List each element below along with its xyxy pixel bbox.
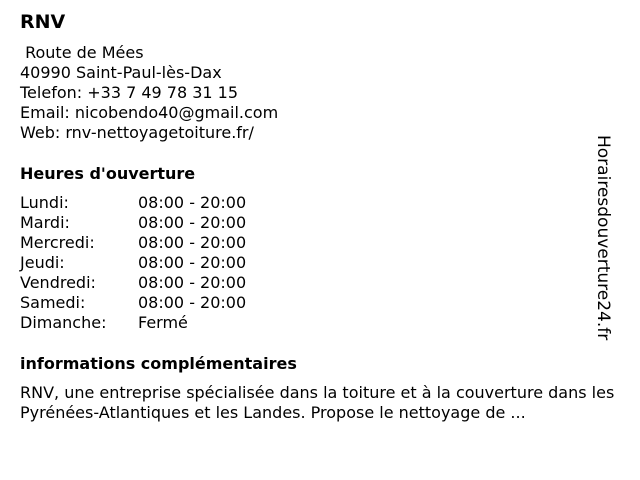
day-label: Mercredi: bbox=[20, 233, 95, 252]
day-label: Samedi: bbox=[20, 293, 86, 312]
day-label: Dimanche: bbox=[20, 313, 107, 332]
hours-value: 08:00 - 20:00 bbox=[138, 233, 247, 252]
email-address: Email: nicobendo40@gmail.com bbox=[20, 103, 279, 122]
street-address: Route de Mées bbox=[20, 43, 144, 62]
city-address: 40990 Saint-Paul-lès-Dax bbox=[20, 63, 222, 82]
day-label: Vendredi: bbox=[20, 273, 96, 292]
hours-value: 08:00 - 20:00 bbox=[138, 273, 247, 292]
hours-value: 08:00 - 20:00 bbox=[138, 193, 247, 212]
day-label: Jeudi: bbox=[20, 253, 65, 272]
hours-value: 08:00 - 20:00 bbox=[138, 213, 247, 232]
address-block bbox=[20, 43, 278, 143]
watermark-text: Horairesdouverture24.fr bbox=[593, 135, 613, 341]
website: Web: rnv-nettoyagetoiture.fr/ bbox=[20, 123, 254, 142]
opening-hours-heading: Heures d'ouverture bbox=[20, 164, 196, 183]
additional-info-heading: informations complémentaires bbox=[20, 354, 297, 373]
business-name: RNV bbox=[20, 11, 66, 33]
hours-value: 08:00 - 20:00 bbox=[138, 293, 247, 312]
hours-value: 08:00 - 20:00 bbox=[138, 253, 247, 272]
phone-number: Telefon: +33 7 49 78 31 15 bbox=[20, 83, 239, 102]
day-label: Lundi: bbox=[20, 193, 69, 212]
day-label: Mardi: bbox=[20, 213, 70, 232]
additional-info-text: RNV, une entreprise spécialisée dans la toiture et à la couverture dans les Pyrénées-Atlantiques et les Landes. Propose le nettoyage de ... bbox=[20, 383, 615, 422]
hours-value: Fermé bbox=[138, 313, 188, 332]
